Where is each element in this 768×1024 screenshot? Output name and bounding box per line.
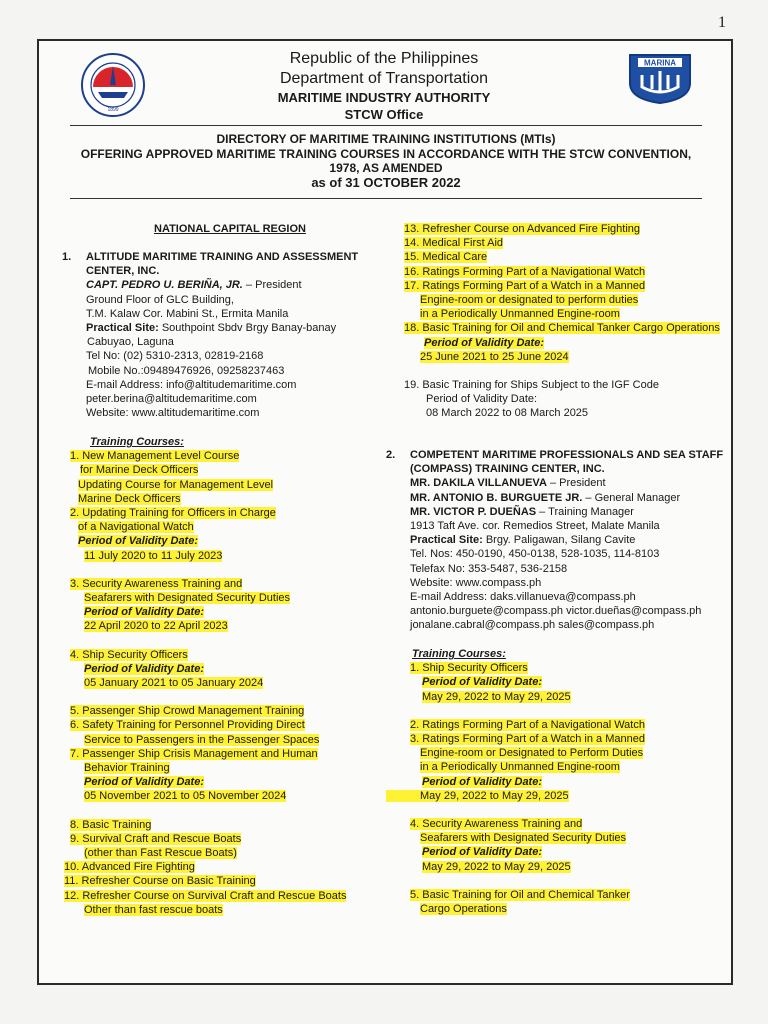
course-7: 7. Passenger Ship Crisis Management and Human <box>70 747 318 760</box>
institution-1-courses <box>64 435 347 917</box>
course-2: 2. Ratings Forming Part of a Navigational Watch <box>410 718 645 731</box>
course-6-cont: Service to Passengers in the Passenger Spaces <box>84 733 320 746</box>
institution-1-details <box>62 250 358 420</box>
validity-date: 05 January 2021 to 05 January 2024 <box>84 677 264 690</box>
course-5-cont: Cargo Operations <box>420 903 507 916</box>
course-10: 10. Advanced Fire Fighting <box>64 861 195 874</box>
course-4-cont: Seafarers with Designated Security Duties <box>420 832 627 845</box>
course-12-cont: Other than fast rescue boats <box>84 903 223 916</box>
course-8: 8. Basic Training <box>70 818 152 831</box>
svg-text:MARINA: MARINA <box>644 58 676 68</box>
course-9: 9. Survival Craft and Rescue Boats <box>70 832 242 845</box>
institution-name-cont: CENTER, INC. <box>86 265 160 278</box>
department-line: Department of Transportation <box>279 70 489 87</box>
validity-label: Period of Validity Date: <box>78 535 199 548</box>
institution-2-details <box>386 448 723 633</box>
training-courses-label: Training Courses: <box>412 648 506 660</box>
course-9-cont: (other than Fast Rescue Boats) <box>84 847 237 860</box>
course-15: 15. Medical Care <box>404 251 488 264</box>
institution-name-cont: (COMPASS) TRAINING CENTER, INC. <box>410 463 605 476</box>
course-5: 5. Passenger Ship Crowd Management Training <box>70 705 305 718</box>
course-1-cont: for Marine Deck Officers <box>80 464 199 477</box>
dotr-seal-logo <box>80 52 146 118</box>
marina-logo <box>628 53 692 105</box>
address-line-2: T.M. Kalaw Cor. Mabini St., Ermita Manila <box>86 307 289 320</box>
header-rule-bottom <box>70 198 702 199</box>
practical-site-label: Practical Site: <box>86 322 159 335</box>
course-19: 19. Basic Training for Ships Subject to the IGF Code <box>404 379 659 392</box>
email: E-mail Address: daks.villanueva@compass.ph <box>410 591 636 604</box>
institution-number: 2. <box>386 449 396 461</box>
telephone: Tel No: (02) 5310-2313, 02819-2168 <box>86 350 264 363</box>
authority-line: MARITIME INDUSTRY AUTHORITY <box>277 90 491 105</box>
email-2: peter.berina@altitudemaritime.com <box>86 393 257 406</box>
address: 1913 Taft Ave. cor. Remedios Street, Malate Manila <box>410 520 660 533</box>
validity-date: 05 November 2021 to 05 November 2024 <box>84 790 287 803</box>
letterhead <box>180 49 588 123</box>
document-title <box>70 132 702 190</box>
validity-date: May 29, 2022 to May 29, 2025 <box>386 790 569 802</box>
course-6: 6. Safety Training for Personnel Providing Direct <box>70 719 305 732</box>
course-2-cont: of a Navigational Watch <box>78 521 194 534</box>
course-12: 12. Refresher Course on Survival Craft and Rescue Boats <box>64 889 347 902</box>
title-line-3: 1978, AS AMENDED <box>329 161 443 175</box>
course-1-updating: Updating Course for Management Level <box>78 478 274 491</box>
course-3-cont-2: in a Periodically Unmanned Engine-room <box>420 761 620 774</box>
practical-site: Southpoint Sbdv Brgy Banay-banay <box>158 322 337 335</box>
validity-date: May 29, 2022 to May 29, 2025 <box>422 860 571 873</box>
validity-date: May 29, 2022 to May 29, 2025 <box>422 690 571 703</box>
practical-site-label: Practical Site: <box>410 534 483 547</box>
validity-label: Period of Validity Date: <box>422 676 543 689</box>
email-2: antonio.burguete@compass.ph victor.dueñas@compass.ph <box>410 605 702 618</box>
course-17-cont: Engine-room or designated to perform duties <box>420 294 639 307</box>
course-17-cont-2: in a Periodically Unmanned Engine-room <box>420 308 620 321</box>
course-2: 2. Updating Training for Officers in Charge <box>70 507 276 520</box>
course-1: 1. New Management Level Course <box>70 450 240 463</box>
course-3-cont: Seafarers with Designated Security Duties <box>84 592 291 605</box>
course-5: 5. Basic Training for Oil and Chemical Tanker <box>410 888 630 901</box>
validity-label: Period of Validity Date: <box>84 662 205 675</box>
institution-2-courses <box>410 647 645 916</box>
president-role: – President <box>546 477 606 490</box>
validity-label: Period of Validity Date: <box>422 846 543 859</box>
email: E-mail Address: info@altitudemaritime.com <box>86 378 297 391</box>
title-line-2: OFFERING APPROVED MARITIME TRAINING COURSES IN ACCORDANCE WITH THE STCW CONVENTION, <box>80 146 692 161</box>
course-1: 1. Ship Security Officers <box>410 662 528 675</box>
general-manager-role: – General Manager <box>582 491 681 504</box>
republic-line: Republic of the Philippines <box>289 50 479 67</box>
course-3: 3. Ratings Forming Part of a Watch in a Manned <box>410 733 645 746</box>
svg-text:1899: 1899 <box>107 107 119 113</box>
course-4: 4. Security Awareness Training and <box>410 818 583 831</box>
email-3: jonalane.cabral@compass.ph sales@compass.ph <box>410 619 655 632</box>
practical-site-cont: Cabuyao, Laguna <box>87 336 174 349</box>
validity-label: Period of Validity Date: <box>84 606 205 619</box>
course-13: 13. Refresher Course on Advanced Fire Fighting <box>404 223 641 235</box>
president-name: CAPT. PEDRO U. BERIÑA, JR. <box>86 279 243 292</box>
telefax: Telefax No: 353-5487, 536-2158 <box>410 562 568 575</box>
course-3-cont: Engine-room or Designated to Perform Duties <box>420 747 644 760</box>
website: Website: www.compass.ph <box>410 576 542 589</box>
course-1-updating-cont: Marine Deck Officers <box>78 492 181 505</box>
address-line-1: Ground Floor of GLC Building, <box>86 293 234 306</box>
telephone: Tel. Nos: 450-0190, 450-0138, 528-1035, 114-8103 <box>410 548 660 561</box>
course-14: 14. Medical First Aid <box>404 237 504 250</box>
institution-name: COMPETENT MARITIME PROFESSIONALS AND SEA STAFF <box>410 449 724 461</box>
course-11: 11. Refresher Course on Basic Training <box>64 875 256 888</box>
header-rule-top <box>70 125 702 126</box>
office-line: STCW Office <box>344 107 424 122</box>
validity-date: 25 June 2021 to 25 June 2024 <box>420 350 569 363</box>
training-manager-name: MR. VICTOR P. DUEÑAS <box>410 505 537 518</box>
course-3: 3. Security Awareness Training and <box>70 577 243 590</box>
mobile: Mobile No.:09489476926, 09258237463 <box>88 364 285 377</box>
course-7-cont: Behavior Training <box>84 762 170 775</box>
validity-date: 08 March 2022 to 08 March 2025 <box>426 407 589 420</box>
institution-1-courses-cont <box>404 222 720 421</box>
course-4: 4. Ship Security Officers <box>70 648 188 661</box>
validity-date: 11 July 2020 to 11 July 2023 <box>84 549 223 562</box>
course-17: 17. Ratings Forming Part of a Watch in a Manned <box>404 279 646 292</box>
validity-label: Period of Validity Date: <box>426 393 538 406</box>
page-number: 1 <box>718 14 726 31</box>
validity-label: Period of Validity Date: <box>422 775 543 788</box>
course-16: 16. Ratings Forming Part of a Navigational Watch <box>404 265 646 278</box>
president-name: MR. DAKILA VILLANUEVA <box>410 477 547 490</box>
title-line-1: DIRECTORY OF MARITIME TRAINING INSTITUTIONS (MTIs) <box>216 132 556 146</box>
validity-date: 22 April 2020 to 22 April 2023 <box>84 620 228 633</box>
general-manager-name: MR. ANTONIO B. BURGUETE JR. <box>410 491 583 504</box>
institution-number: 1. <box>62 251 72 263</box>
president-role: – President <box>242 279 302 292</box>
practical-site: Brgy. Paligawan, Silang Cavite <box>482 534 636 547</box>
course-18: 18. Basic Training for Oil and Chemical Tanker Cargo Operations <box>404 322 720 335</box>
training-manager-role: – Training Manager <box>536 505 634 518</box>
region-heading: NATIONAL CAPITAL REGION <box>154 223 306 235</box>
training-courses-label: Training Courses: <box>90 436 184 448</box>
validity-label: Period of Validity Date: <box>424 336 545 349</box>
website: Website: www.altitudemaritime.com <box>86 407 260 420</box>
institution-name: ALTITUDE MARITIME TRAINING AND ASSESSMENT <box>86 251 359 263</box>
title-date: as of 31 OCTOBER 2022 <box>311 174 461 190</box>
validity-label: Period of Validity Date: <box>84 776 205 789</box>
